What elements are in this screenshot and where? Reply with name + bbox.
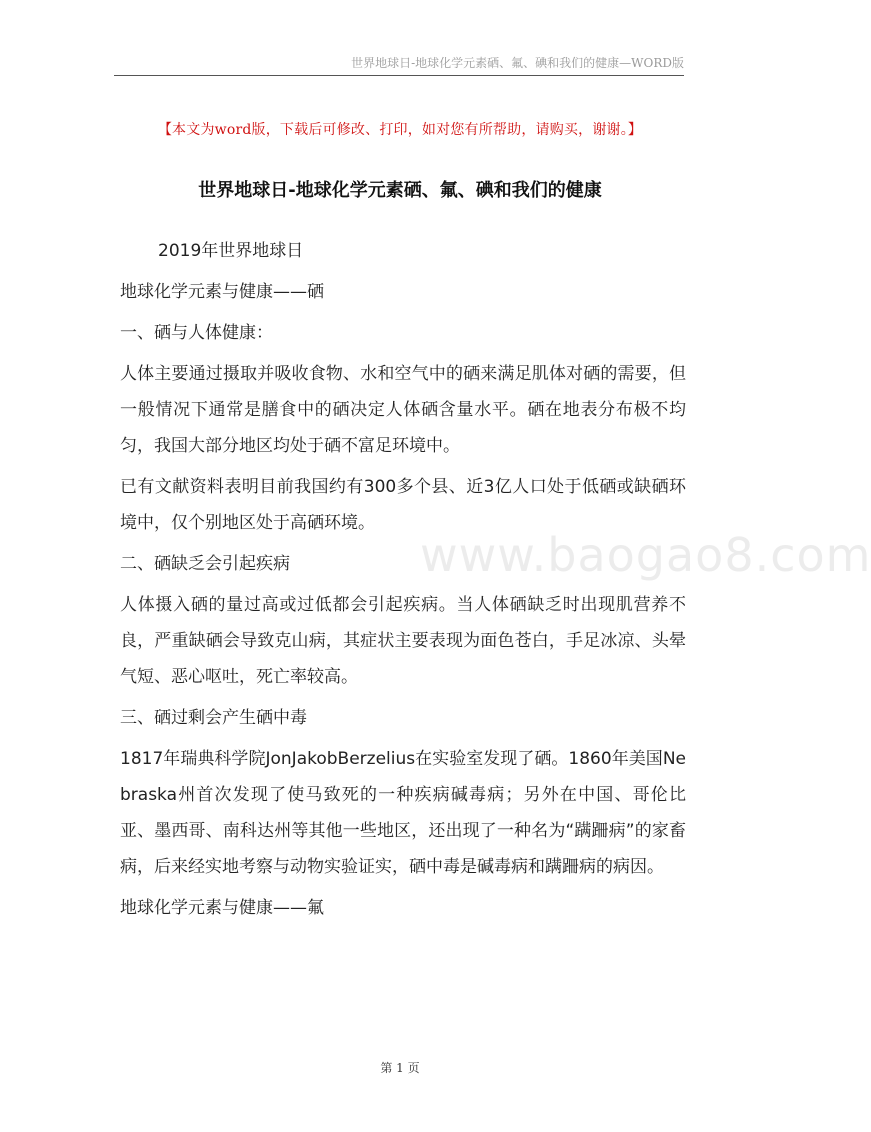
document-body <box>120 233 686 931</box>
paragraph: 人体主要通过摄取并吸收食物、水和空气中的硒来满足肌体对硒的需要，但一般情况下通常是膳食中的硒决定人体硒含量水平。硒在地表分布极不均匀，我国大部分地区均处于硒不富足环境中。 <box>120 364 686 456</box>
header-rule <box>114 75 684 76</box>
subheading-2: 二、硒缺乏会引起疾病 <box>120 554 290 574</box>
download-notice: 【本文为word版，下载后可修改、打印，如对您有所帮助，请购买，谢谢。】 <box>157 122 643 138</box>
section-heading-fluorine: 地球化学元素与健康——氟 <box>120 898 324 918</box>
paragraph-year: 2019年世界地球日 <box>158 241 304 261</box>
paragraph: 已有文献资料表明目前我国约有300多个县、近3亿人口处于低硒或缺硒环境中，仅个别地区处于高硒环境。 <box>120 477 686 533</box>
page-number: 第 1 页 <box>380 1061 420 1075</box>
section-heading-selenium: 地球化学元素与健康——硒 <box>120 282 324 302</box>
subheading-1: 一、硒与人体健康： <box>120 323 273 343</box>
document-title: 世界地球日-地球化学元素硒、氟、碘和我们的健康 <box>198 180 602 201</box>
page-header: 世界地球日-地球化学元素硒、氟、碘和我们的健康—WORD版 <box>351 56 684 70</box>
watermark: www.baogao8.com <box>420 528 871 582</box>
subheading-3: 三、硒过剩会产生硒中毒 <box>120 708 307 728</box>
paragraph: 人体摄入硒的量过高或过低都会引起疾病。当人体硒缺乏时出现肌营养不良，严重缺硒会导致克山病，其症状主要表现为面色苍白，手足冰凉、头晕气短、恶心呕吐，死亡率较高。 <box>120 595 686 687</box>
paragraph: 1817年瑞典科学院JonJakobBerzelius在实验室发现了硒。1860年美国Nebraska州首次发现了使马致死的一种疾病碱毒病；另外在中国、哥伦比亚、墨西哥、南科达州等其他一些地区，还出现了一种名为“蹒跚病”的家畜病，后来经实地考察与动物实验证实，硒中毒是碱毒病和蹒跚病的病因。 <box>120 749 686 877</box>
